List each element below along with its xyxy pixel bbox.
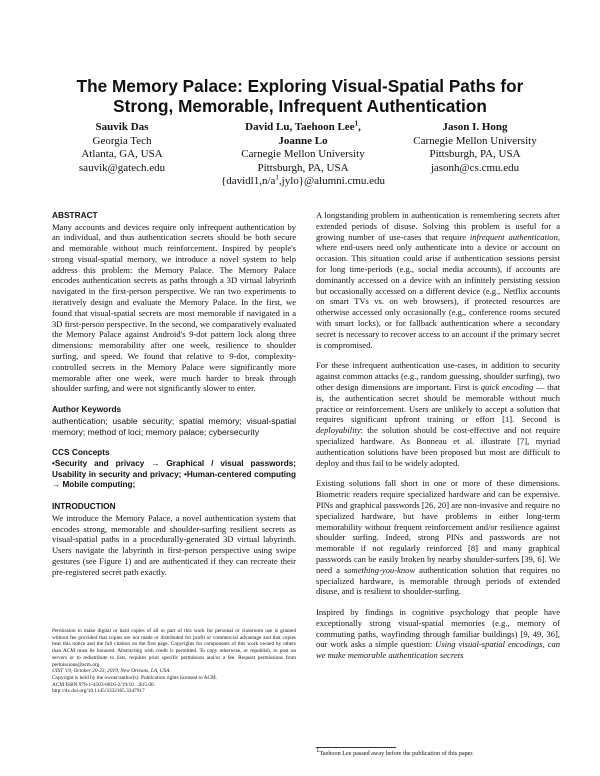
introduction-text: We introduce the Memory Palace, a novel authentication system that encodes strong, memorable and shoulder-surfing resilient secrets as visual-spatial paths in a procedurally-generated 3D virtual labyrinth. Users navigate the labyrinth in first-person perspective using swipe gestures (see Figure 1) and are authenticated if they can recreate their pre-registered secret path exactly. — [52, 512, 296, 577]
author-name: Sauvik Das — [95, 121, 149, 133]
author-affiliation: Carnegie Mellon University — [413, 134, 537, 147]
right-column — [316, 210, 560, 661]
author-email: $\{davidl1,n/a^1,jylo\}@alumni.cmu.edu$ — [220, 173, 386, 187]
paragraph-2: For these infrequent authentication use-cases, in addition to security against common attacks (e.g., random guessing, shoulder surfing), two other design dimensions are important. First is quick encoding — that is, the authentication secret should be memorable without much practice or reinforcement. Users are unlikely to accept a solution that requires significant upfront training or effort [1]. Second is deployability: the solution should be cost-effective and not require specialized hardware. As Bonneau et al. illustrate [7], myriad authentication solutions have been proposed but most are difficult to deploy and thus fail to be widely adopted. — [316, 360, 561, 468]
author-block-3 — [392, 121, 558, 175]
author-location: Pittsburgh, PA, USA — [257, 161, 349, 174]
author-email: jasonh@cs.cmu.edu — [430, 161, 520, 174]
keywords-heading: Author Keywords — [52, 404, 122, 415]
author-affiliation: Georgia Tech — [92, 134, 152, 147]
isbn-line: ACM ISBN 978-1-4503-6816-2/19/10 ...$15.00. — [52, 681, 155, 688]
copyright-line: Copyright is held by the owner/author(s). Publication rights licensed to ACM. — [52, 674, 218, 681]
paragraph-3: Existing solutions fall short in one or more of these dimensions. Biometric readers require specialized hardware and can be expensive. PINs and graphical passwords [26, 20] are non-invasive and require no specialized hardware, but have problems in either long-term memorability without frequent reinforcement and/or resilience against shoulder surfing. Indeed, strong PINs and passwords are not memorable if not regularly reinforced [8] and many graphical passwords can be easily broken by nearby shoulder-surfers [39, 6]. We need a something-you-know authentication solution that requires no specialized hardware, is memorable through periods of extended disuse, and is resilient to shoulder-surfing. — [316, 478, 560, 597]
author-name-2: Joanne Lo — [278, 134, 328, 147]
permission-text: Permission to make digital or hard copies of all or part of this work for personal or classroom use is granted without fee provided that copies are not made or distributed for profit or commercial advantage and that copies bear this notice and the full citation on the first page. Copyrights for components of this work owned by others than ACM must be honored. Abstracting with credit is permitted. To copy otherwise, or republish, to post on servers or to redistribute to lists, requires prior specific permission and/or a fee. Request permissions from permissions@acm.org. — [52, 628, 296, 668]
keywords-text: authentication; usable security; spatial memory; visual-spatial memory; method of loci; memory palace; cybersecurity — [52, 415, 296, 437]
paragraph-4: Inspired by findings in cognitive psychology that people have exceptionally strong visual-spatial memories (e.g., memory of commuting paths, wayfinding through familiar buildings) [9, 49, 36], our work asks a simple question: Using visual-spatial encodings, can we make memorable authentication secrets — [316, 607, 560, 661]
footnote-rule — [316, 747, 396, 748]
author-name: David Lu, Taehoon Lee$^1$, — [245, 119, 361, 133]
author-location: Atlanta, GA, USA — [81, 148, 163, 160]
paper-title: The Memory Palace: Exploring Visual-Spatial Paths for Strong, Memorable, Infrequent Authentication — [76, 76, 524, 116]
introduction-heading: INTRODUCTION — [52, 501, 116, 512]
author-block-1 — [52, 121, 192, 175]
ccs-text: •Security and privacy → Graphical / visual passwords; Usability in security and privacy; •Human-centered computing → Mobile computing; — [52, 458, 296, 490]
abstract-text: Many accounts and devices require only infrequent authentication by an individual, and thus authentication secrets should be both secure and memorable without much reinforcement. Inspired by people's strong visual-spatial memory, we introduce a novel system to help address this problem: the Memory Palace. The Memory Palace encodes authentication secrets as paths through a 3D virtual labyrinth navigated in the first-person perspective. We ran two experiments to iteratively design and evaluate the Memory Palace. In the first, we found that visual-spatial secrets are most memorable if navigated in a 3D first-person perspective. In the second, we comparatively evaluated the Memory Palace against Android's 9-dot pattern lock along three dimensions: memorability after one week, resilience to shoulder surfing, and speed. We found that relative to 9-dot, complexity-controlled secrets in the Memory Palace were significantly more memorable after one week, were much harder to break through shoulder surfing, and were not significantly slower to enter. — [52, 221, 296, 394]
ccs-heading: CCS Concepts — [52, 447, 110, 458]
author-affiliation: Carnegie Mellon University — [241, 148, 365, 160]
author-block-2 — [218, 121, 388, 189]
author-name: Jason I. Hong — [442, 121, 508, 133]
abstract-heading: ABSTRACT — [52, 210, 98, 220]
permission-block — [52, 628, 296, 695]
author-email: sauvik@gatech.edu — [78, 161, 166, 174]
paragraph-1: A longstanding problem in authentication is remembering secrets after extended periods of disuse. Solving this problem is useful for a growing number of use-cases that require infrequent authentication, where end-users need only authenticate into a device or account on occasion. This situation could arise if authentication sessions persist for long time-periods (e.g., social media accounts), if accounts are dominantly accessed on a device with an infinitely persisting session but occasionally accessed on a different device (e.g., Netflix accounts on smart TVs vs. on web browsers), if protected resources are otherwise accessed only occasionally (e.g., conference rooms secured with smart locks), or for fallback authentication where a secondary secret is necessary to recover access to an account if the primary secret is compromised. — [316, 210, 560, 350]
conference-line: UIST '19, October 20-23, 2019, New Orleans, LA, USA. — [52, 668, 171, 675]
footnote-text: Taehoon Lee passed away before the publication of this paper. — [319, 750, 474, 758]
author-location: Pittsburgh, PA, USA — [429, 148, 521, 160]
footnote-mark: 1 — [316, 746, 320, 754]
doi-line: http://dx.doi.org/10.1145/3332165.3347917 — [52, 688, 145, 695]
footnote — [316, 746, 560, 758]
left-column — [52, 210, 296, 578]
